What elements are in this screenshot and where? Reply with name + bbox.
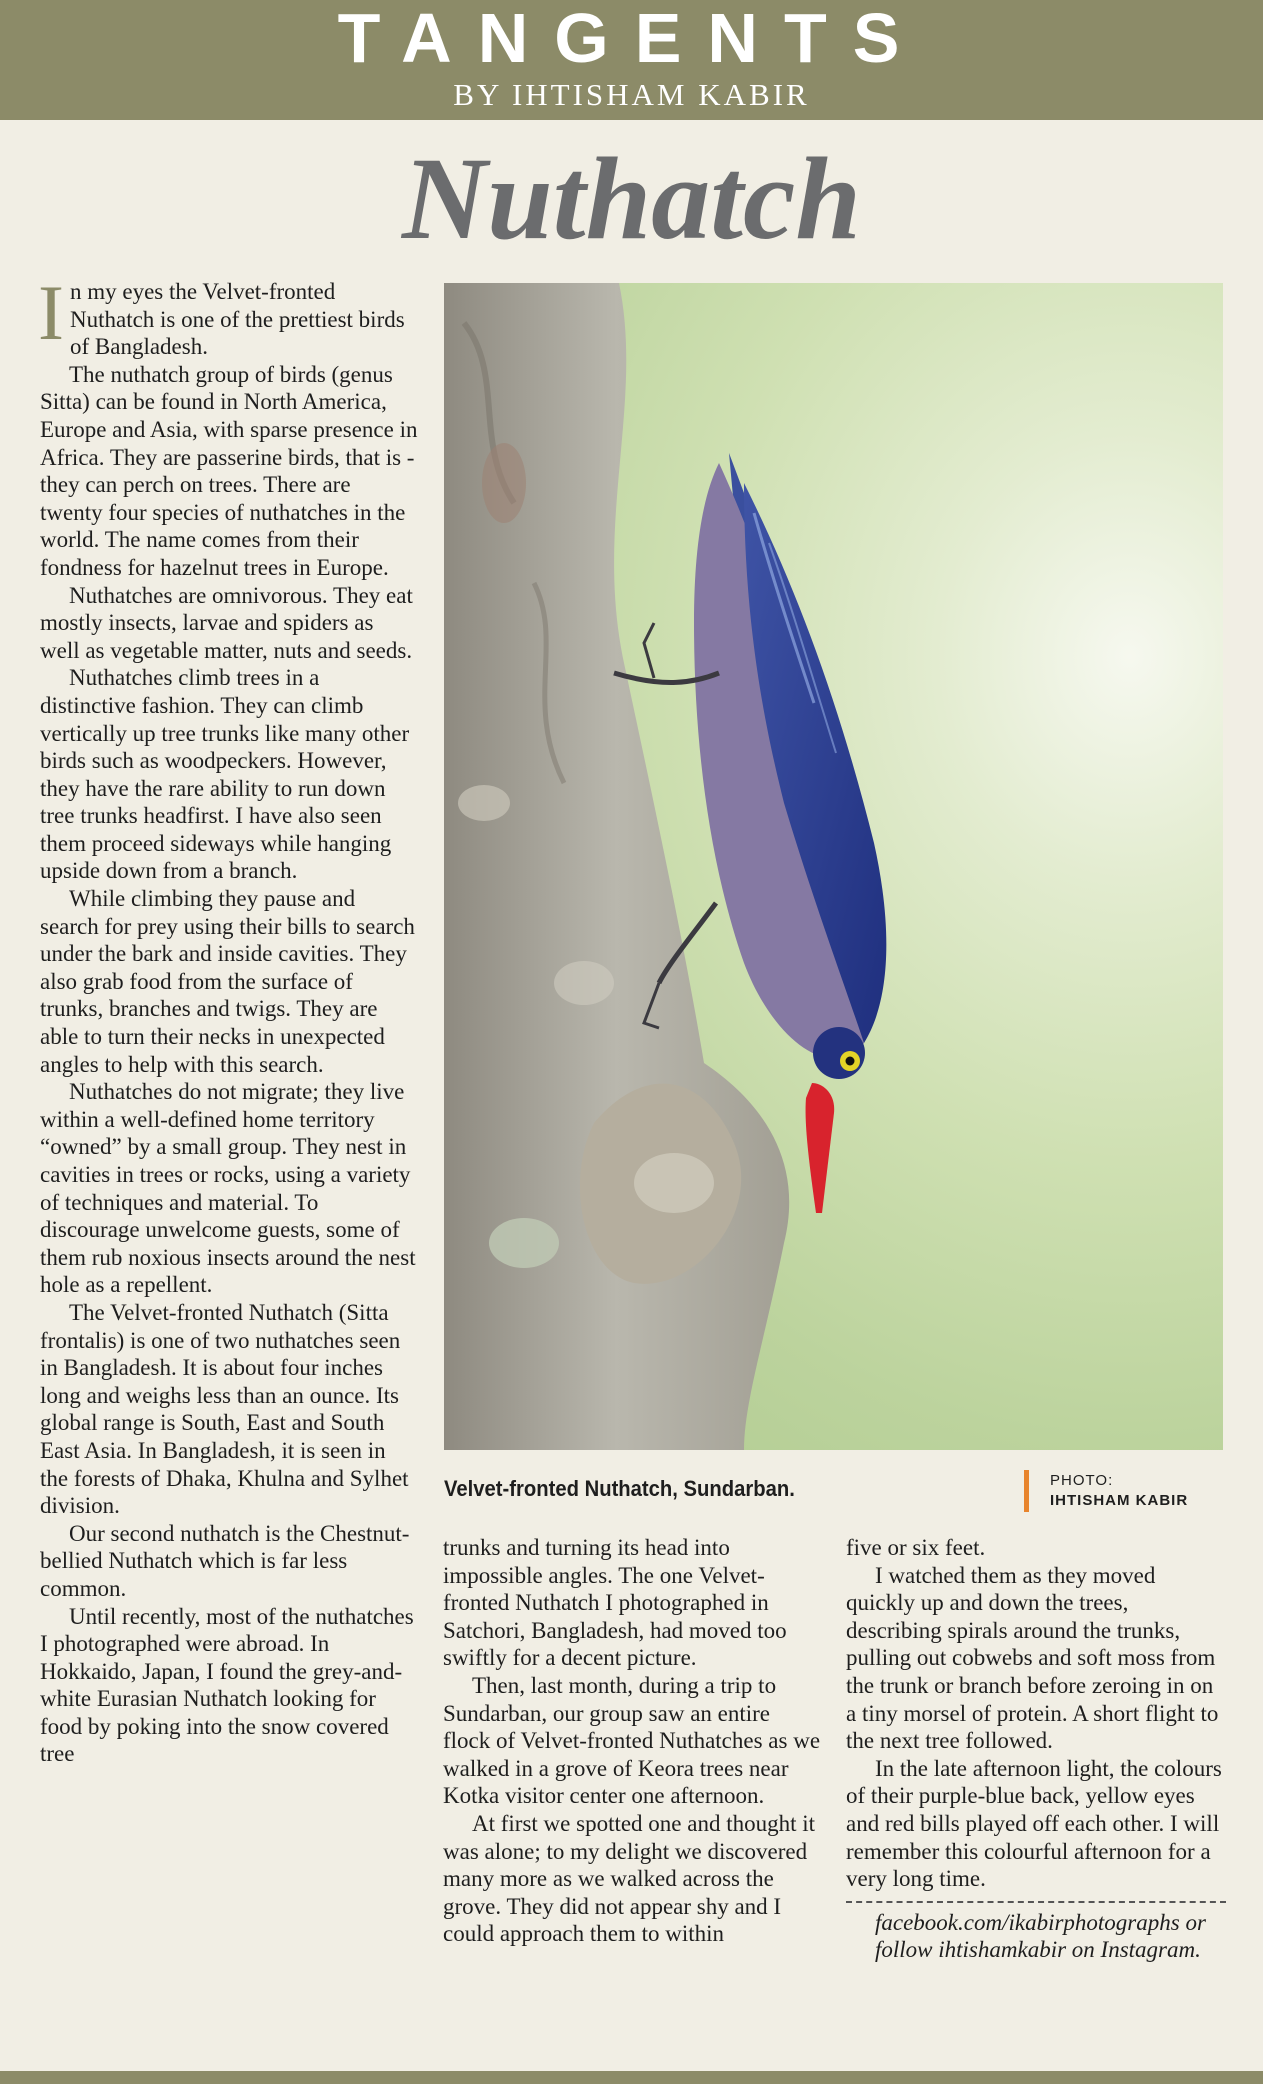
social-link-instagram[interactable]: follow ihtishamkabir on Instagram. xyxy=(875,1937,1201,1963)
paragraph: Until recently, most of the nuthatches I photographed were abroad. In Hokkaido, Japan, I found the grey-and-white Eurasian Nuthatch looking for food by poking into the snow covered tree xyxy=(40,1603,414,1767)
paragraph: trunks and turning its head into impossible angles. The one Velvet-fronted Nuthatch I photographed in Satchori, Bangladesh, had moved too swiftly for a decent picture. xyxy=(443,1535,787,1671)
nuthatch-photo xyxy=(444,283,1223,1450)
drop-cap: I xyxy=(38,269,64,356)
social-link-facebook[interactable]: facebook.com/ikabirphotographs or xyxy=(875,1909,1206,1935)
photo-illustration xyxy=(444,283,1223,1450)
article-headline: Nuthatch xyxy=(401,133,862,264)
footer-bar xyxy=(0,2071,1263,2084)
article-column-2 xyxy=(443,1534,823,1948)
section-title: TANGENTS xyxy=(337,0,926,77)
photo-caption: Velvet-fronted Nuthatch, Sundarban. xyxy=(444,1476,795,1501)
header-banner xyxy=(0,0,1263,120)
paragraph: In my eyes the Velvet-fronted Nuthatch is one of the prettiest birds of Bangladesh. xyxy=(38,269,405,360)
photo-credit-label: PHOTO: xyxy=(1050,1472,1114,1489)
paragraph: Nuthatches climb trees in a distinctive fashion. They can climb vertically up tree trunks like many other birds such as woodpeckers. However, they have the rare ability to run down tree trunks headfirst. I have also seen them proceed sideways while hanging upside down from a branch. xyxy=(40,665,410,884)
paragraph: In the late afternoon light, the colours of their purple-blue back, yellow eyes and red bills played off each other. I will remember this colourful afternoon for a very long time. xyxy=(846,1755,1222,1892)
paragraph: Nuthatches are omnivorous. They eat mostly insects, larvae and spiders as well as vegetable matter, nuts and seeds. xyxy=(40,582,413,663)
red-beak xyxy=(806,1083,835,1213)
paragraph: The nuthatch group of birds (genus Sitta) can be found in North America, Europe and Asia, with sparse presence in Africa. They are passerine birds, that is - they can perch on trees. There are twenty four species of nuthatches in the world. The name comes from their fondness for hazelnut trees in Europe. xyxy=(40,361,418,580)
article-column-1 xyxy=(38,269,418,1768)
paragraph: Our second nuthatch is the Chestnut-bellied Nuthatch which is far less common. xyxy=(40,1520,410,1601)
paragraph: I watched them as they moved quickly up and down the trees, describing spirals around the trunks, pulling out cobwebs and soft moss from the trunk or branch before zeroing in on a tiny morsel of protein. A short flight to the next tree followed. xyxy=(846,1562,1219,1754)
dashed-divider xyxy=(846,1901,1226,1903)
credit-accent-bar xyxy=(1024,1470,1029,1512)
article-column-3 xyxy=(846,1534,1226,1964)
paragraph: Then, last month, during a trip to Sundarban, our group saw an entire flock of Velvet-fronted Nuthatches as we walked in a grove of Keora trees near Kotka visitor center one afternoon. xyxy=(443,1672,821,1809)
paragraph: Nuthatches do not migrate; they live within a well-defined home territory “owned” by a small group. They nest in cavities in trees or rocks, using a variety of techniques and material. To discourage unwelcome guests, some of them rub noxious insects around the nest hole as a repellent. xyxy=(40,1079,416,1298)
paragraph: The Velvet-fronted Nuthatch (Sitta frontalis) is one of two nuthatches seen in Bangladesh. It is about four inches long and weighs less than an ounce. Its global range is South, East and South East Asia. In Bangladesh, it is seen in the forests of Dhaka, Khulna and Sylhet division. xyxy=(40,1299,409,1519)
paragraph: five or six feet. xyxy=(846,1535,986,1560)
photo-credit-name: IHTISHAM KABIR xyxy=(1050,1492,1189,1509)
paragraph: While climbing they pause and search for prey using their bills to search under the bark and inside cavities. They also grab food from the surface of trunks, branches and twigs. They are able to turn their necks in unexpected angles to help with this search. xyxy=(40,886,415,1077)
paragraph: At first we spotted one and thought it was alone; to my delight we discovered many more as we walked across the grove. They did not appear shy and I could approach them to within xyxy=(443,1810,816,1947)
byline: BY IHTISHAM KABIR xyxy=(453,77,810,112)
